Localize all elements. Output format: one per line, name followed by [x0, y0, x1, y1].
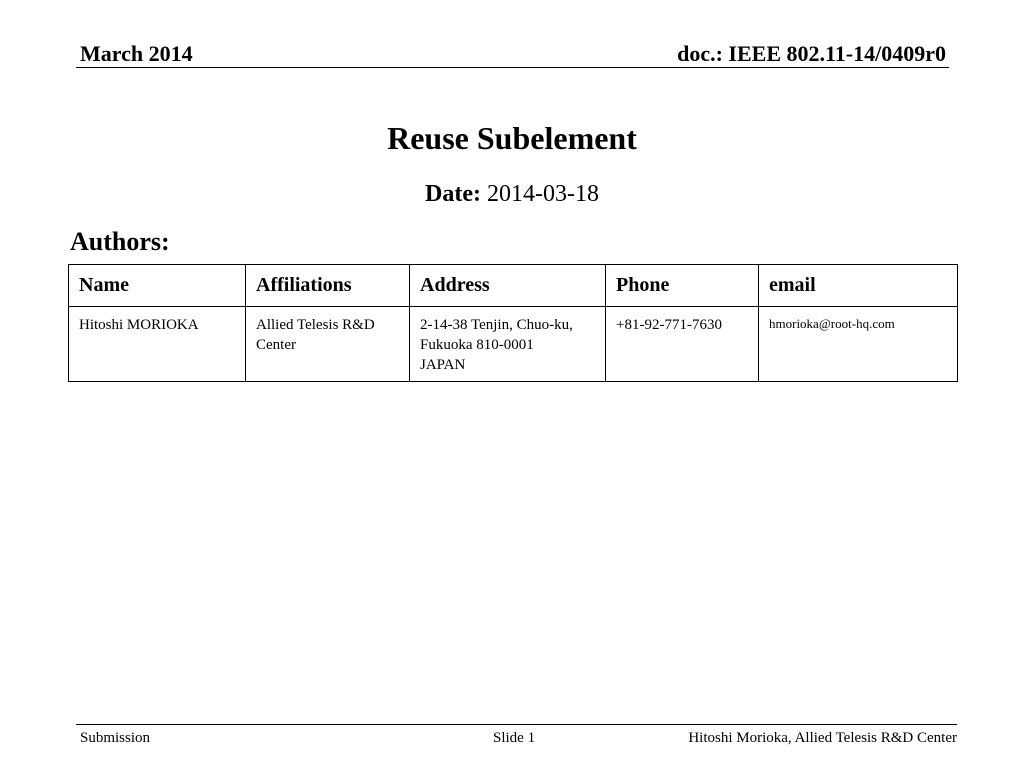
- table-header-row: [69, 265, 958, 307]
- column-header-address: Address: [410, 265, 606, 307]
- date-line: [0, 178, 1024, 210]
- address-line: 2-14-38 Tenjin, Chuo-ku,: [420, 317, 573, 333]
- footer-submission: Submission: [80, 730, 151, 746]
- column-header-affiliations: Affiliations: [246, 265, 410, 307]
- footer-divider: [76, 724, 957, 725]
- author-name: Hitoshi MORIOKA: [69, 307, 246, 382]
- authors-heading: Authors:: [70, 227, 170, 256]
- slide-title: Reuse Subelement: [387, 120, 637, 156]
- author-phone: +81-92-771-7630: [606, 307, 759, 382]
- address-line: Fukuoka 810-0001: [420, 337, 534, 353]
- header-divider: [76, 67, 949, 68]
- column-header-name: Name: [69, 265, 246, 307]
- date-value: 2014-03-18: [486, 181, 599, 207]
- date-label: Date:: [425, 181, 481, 207]
- author-affiliation: [246, 307, 410, 382]
- authors-table: [68, 264, 958, 382]
- column-header-email: email: [759, 265, 958, 307]
- author-email: hmorioka@root-hq.com: [759, 307, 958, 382]
- header-date: March 2014: [80, 41, 193, 66]
- address-line: JAPAN: [420, 357, 466, 373]
- table-row: [69, 307, 958, 382]
- header-doc-id: doc.: IEEE 802.11-14/0409r0: [677, 41, 946, 66]
- author-address: [410, 307, 606, 382]
- column-header-phone: Phone: [606, 265, 759, 307]
- affiliation-line: Allied Telesis R&D: [256, 317, 375, 333]
- footer-author: Hitoshi Morioka, Allied Telesis R&D Center: [688, 730, 957, 746]
- footer-slide-number: Slide 1: [493, 730, 536, 746]
- affiliation-line: Center: [256, 337, 296, 353]
